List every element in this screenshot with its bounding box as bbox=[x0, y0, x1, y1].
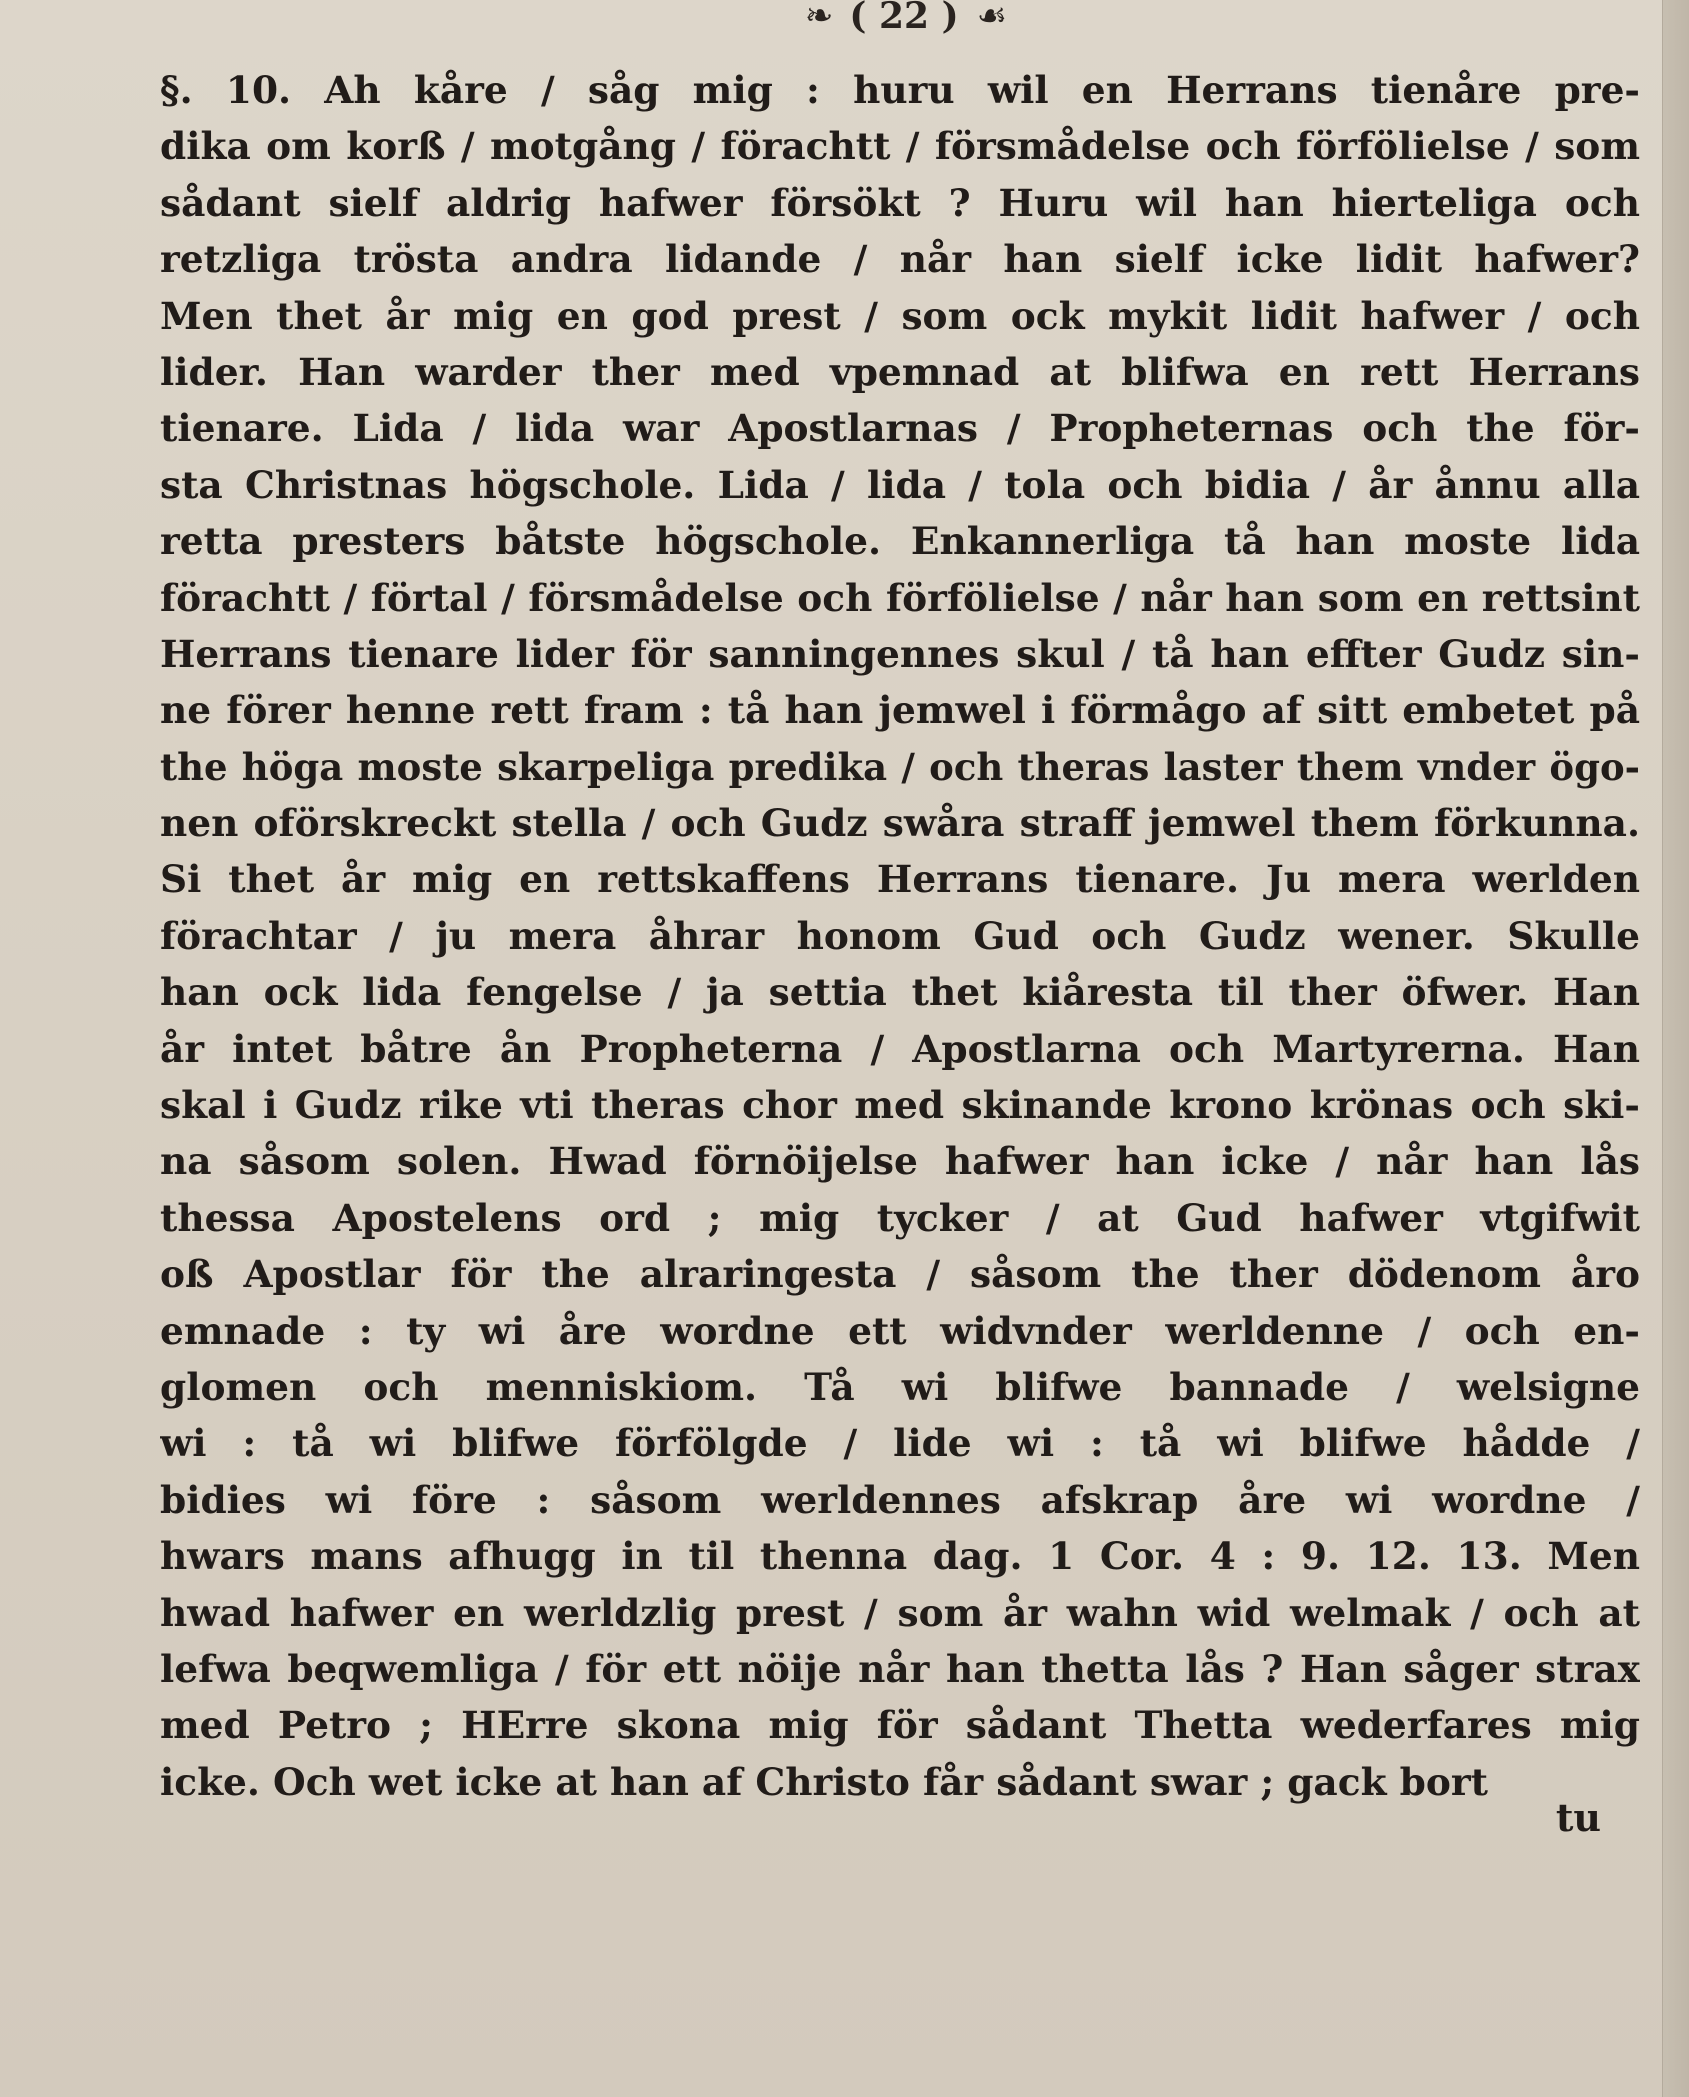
text-line: retta presters båtste högschole. Enkannerliga tå han moste lida bbox=[160, 519, 1640, 564]
text-line: hwars mans afhugg in til thenna dag. 1 Cor. 4 : 9. 12. 13. Men bbox=[160, 1534, 1640, 1579]
text-line: sta Christnas högschole. Lida / lida / tola och bidia / år ånnu alla bbox=[160, 462, 1640, 507]
text-line: §. 10. Ah kåre / såg mig : huru wil en Herrans tienåre pre- bbox=[160, 68, 1640, 112]
text-line: sådant sielf aldrig hafwer försökt ? Huru wil han hierteliga och bbox=[160, 180, 1640, 225]
text-line: år intet båtre ån Propheterna / Apostlarna och Martyrerna. Han bbox=[160, 1026, 1640, 1071]
text-line: bidies wi före : såsom werldennes afskrap åre wi wordne / bbox=[160, 1477, 1640, 1522]
text-line: glomen och menniskiom. Tå wi blifwe bannade / welsigne bbox=[160, 1364, 1640, 1409]
text-line: tienare. Lida / lida war Apostlarnas / Propheternas och the för- bbox=[160, 406, 1640, 451]
text-line: lefwa beqwemliga / för ett nöije når han thetta lås ? Han såger strax bbox=[160, 1646, 1640, 1691]
catchword: tu bbox=[1555, 1795, 1601, 1840]
text-line: icke. Och wet icke at han af Christo får sådant swar ; gack bort bbox=[160, 1759, 1488, 1804]
text-line: Si thet år mig en rettskaffens Herrans tienare. Ju mera werlden bbox=[160, 857, 1640, 902]
ornament-left: ❧ bbox=[804, 0, 832, 36]
text-line: Herrans tienare lider för sanningennes skul / tå han effter Gudz sin- bbox=[160, 631, 1640, 676]
page-number: ( 22 ) bbox=[849, 0, 959, 37]
text-line: skal i Gudz rike vti theras chor med skinande krono krönas och ski- bbox=[160, 1083, 1640, 1128]
text-line: förachtar / ju mera åhrar honom Gud och Gudz wener. Skulle bbox=[160, 913, 1640, 958]
body-text bbox=[160, 62, 1640, 1810]
text-line: Men thet år mig en god prest / som ock mykit lidit hafwer / och bbox=[160, 293, 1640, 338]
ornament-right: ☙ bbox=[976, 0, 1006, 36]
text-line: thessa Apostelens ord ; mig tycker / at Gud hafwer vtgifwit bbox=[160, 1195, 1640, 1240]
text-line: emnade : ty wi åre wordne ett widvnder werldenne / och en- bbox=[160, 1308, 1640, 1353]
text-line: förachtt / förtal / försmådelse och förfölielse / når han som en rettsint bbox=[160, 575, 1640, 620]
text-line: dika om korß / motgång / förachtt / försmådelse och förfölielse / som bbox=[160, 124, 1640, 169]
text-line: med Petro ; HErre skona mig för sådant Thetta wederfares mig bbox=[160, 1703, 1640, 1748]
text-line: hwad hafwer en werldzlig prest / som år wahn wid welmak / och at bbox=[160, 1590, 1640, 1635]
page-header bbox=[740, 0, 1070, 40]
text-line: the höga moste skarpeliga predika / och theras laster them vnder ögo- bbox=[160, 744, 1640, 789]
text-line: ne förer henne rett fram : tå han jemwel i förmågo af sitt embetet på bbox=[160, 688, 1640, 733]
text-line: han ock lida fengelse / ja settia thet kiåresta til ther öfwer. Han bbox=[160, 970, 1640, 1015]
page-edge bbox=[1662, 0, 1689, 2097]
text-line: oß Apostlar för the alraringesta / såsom the ther dödenom åro bbox=[160, 1252, 1640, 1297]
text-line: lider. Han warder ther med vpemnad at blifwa en rett Herrans bbox=[160, 349, 1640, 394]
text-line: wi : tå wi blifwe förfölgde / lide wi : tå wi blifwe hådde / bbox=[160, 1421, 1640, 1466]
text-line: na såsom solen. Hwad förnöijelse hafwer han icke / når han lås bbox=[160, 1139, 1640, 1184]
text-line: retzliga trösta andra lidande / når han sielf icke lidit hafwer? bbox=[160, 237, 1640, 282]
text-line: nen oförskreckt stella / och Gudz swåra straff jemwel them förkunna. bbox=[160, 801, 1640, 846]
